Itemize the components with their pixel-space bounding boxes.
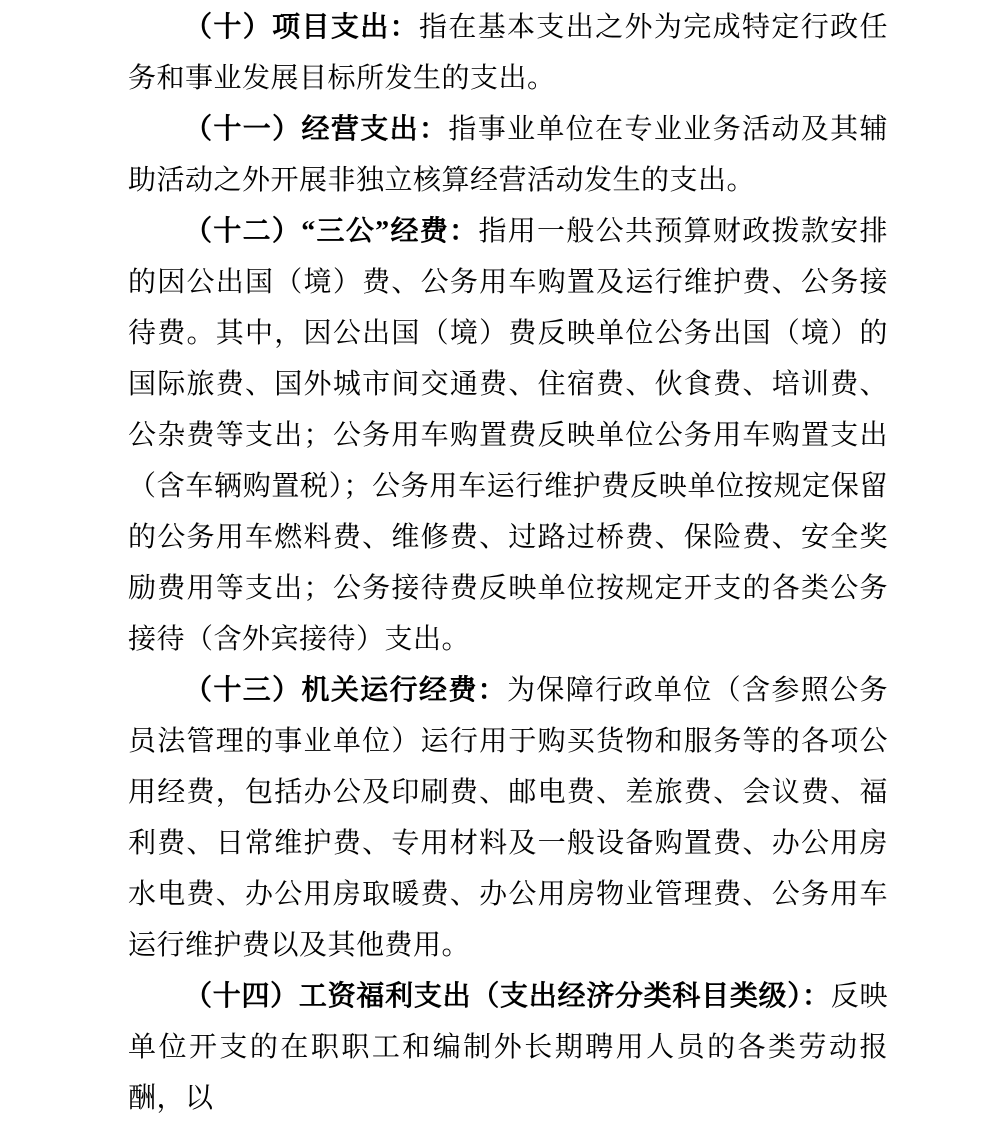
paragraph-body: 指事业单位在专业业务活动及其辅助活动之外开展非独立核算经营活动发生的支出。	[128, 114, 888, 196]
paragraph	[128, 665, 888, 971]
paragraph-list	[128, 2, 888, 1124]
paragraph	[128, 104, 888, 206]
paragraph-body: 指在基本支出之外为完成特定行政任务和事业发展目标所发生的支出。	[128, 12, 888, 94]
paragraph-heading: （十二）“三公”经费：	[184, 216, 479, 247]
paragraph-heading: （十三）机关运行经费：	[184, 675, 508, 706]
paragraph	[128, 971, 888, 1124]
paragraph-body: 反映单位开支的在职职工和编制外长期聘用人员的各类劳动报酬，以	[128, 981, 888, 1114]
paragraph	[128, 206, 888, 665]
paragraph-body: 为保障行政单位（含参照公务员法管理的事业单位）运行用于购买货物和服务等的各项公用经费，包括办公及印刷费、邮电费、差旅费、会议费、福利费、日常维护费、专用材料及一般设备购置费、办公用房水电费、办公用房取暖费、办公用房物业管理费、公务用车运行维护费以及其他费用。	[128, 675, 888, 961]
paragraph-heading: （十一）经营支出：	[184, 114, 449, 145]
paragraph-heading: （十）项目支出：	[184, 12, 419, 43]
paragraph-body: 指用一般公共预算财政拨款安排的因公出国（境）费、公务用车购置及运行维护费、公务接待费。其中，因公出国（境）费反映单位公务出国（境）的国际旅费、国外城市间交通费、住宿费、伙食费、培训费、公杂费等支出；公务用车购置费反映单位公务用车购置支出（含车辆购置税）；公务用车运行维护费反映单位按规定保留的公务用车燃料费、维修费、过路过桥费、保险费、安全奖励费用等支出；公务接待费反映单位按规定开支的各类公务接待（含外宾接待）支出。	[128, 216, 888, 655]
paragraph-heading: （十四）工资福利支出（支出经济分类科目类级）：	[184, 981, 831, 1012]
paragraph	[128, 2, 888, 104]
